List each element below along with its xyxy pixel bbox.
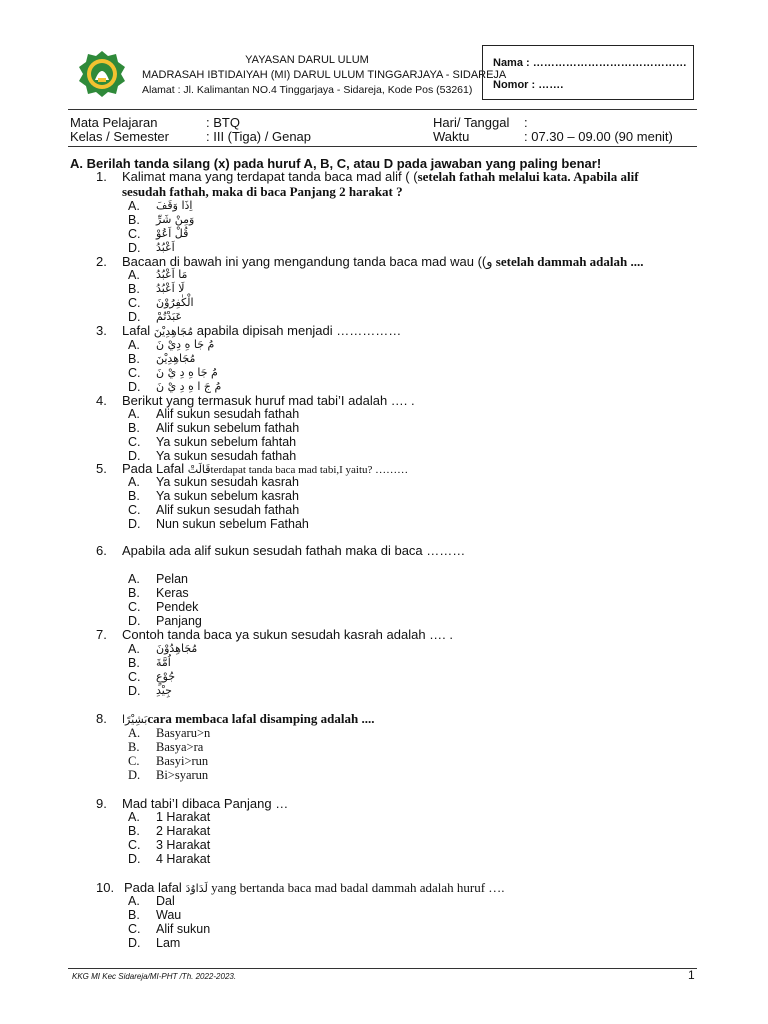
option-value: اَعْبُدُ (156, 241, 175, 254)
option-value: Bi>syarun (156, 768, 209, 782)
school-address: Alamat : Jl. Kalimantan NO.4 Tinggarjaya - Sidareja, Kode Pos (53261) (142, 84, 473, 96)
footer-divider (68, 968, 697, 969)
question-number: 8. (96, 711, 107, 726)
option-value: الْكٰفِرُوْنَ (156, 296, 194, 309)
question-number: 3. (96, 323, 107, 338)
question-1-line2: sesudah fathah, maka di baca Panjang 2 harakat ? (122, 184, 403, 199)
option-value: Panjang (156, 614, 202, 628)
option-value: اُمَّةَ (156, 656, 171, 669)
question-number: 1. (96, 169, 107, 184)
option-value: 4 Harakat (156, 852, 211, 866)
subject-label: Mata Pelajaran (70, 115, 158, 130)
header-divider (68, 109, 697, 110)
option-value: Alif sukun sesudah fathah (156, 407, 300, 421)
option-value: 3 Harakat (156, 838, 211, 852)
option-value: مُجَاهِدِيْنَ (156, 352, 196, 365)
option-value: Ya sukun sebelum kasrah (156, 489, 299, 503)
time-value: : 07.30 – 09.00 (90 menit) (524, 129, 673, 144)
question-number: 6. (96, 543, 107, 558)
question-arabic: مُجَاهِدِيْنَ (153, 325, 194, 338)
option-value: Basyaru>n (156, 726, 211, 740)
option-value: Pendek (156, 600, 199, 614)
class-value: : III (Tiga) / Genap (206, 129, 312, 144)
class-label: Kelas / Semester (70, 129, 169, 144)
option-value: Basya>ra (156, 740, 204, 754)
option-value: مُجَاهِدُوْنَ (156, 642, 198, 655)
option-value: Alif sukun (156, 922, 211, 936)
question-text-cont: setelah dammah adalah .... (492, 254, 644, 269)
question-text: Pada Lafal (122, 461, 188, 476)
date-label: Hari/ Tanggal (433, 115, 510, 130)
question-number: 2. (96, 254, 107, 269)
option-value: لَا اَعْبُدُ (156, 282, 185, 295)
option-value: Pelan (156, 572, 188, 586)
school-name: MADRASAH IBTIDAIYAH (MI) DARUL ULUM TINGGARJAYA - SIDAREJA (142, 69, 507, 81)
option-value: Ya sukun sesudah fathah (156, 449, 297, 463)
school-emblem-icon (78, 50, 126, 98)
option-value: Basyi>run (156, 754, 209, 768)
question-text: Mad tabi’I dibaca Panjang … (122, 796, 289, 811)
question-arabic: قَالَتْ (187, 463, 211, 476)
question-number: 5. (96, 461, 107, 476)
question-text: Pada lafal (124, 880, 186, 895)
question-number: 10. (96, 880, 115, 895)
question-text-cont: cara membaca lafal disamping adalah .... (147, 711, 375, 726)
option-value: Alif sukun sesudah fathah (156, 503, 300, 517)
question-number: 9. (96, 796, 107, 811)
name-field[interactable]: Nama : …………………………………… (493, 57, 687, 69)
student-id-box (482, 45, 694, 100)
option-value: 1 Harakat (156, 810, 211, 824)
question-number: 4. (96, 393, 107, 408)
option-value: عَبَدْتُمْ (156, 310, 183, 323)
option-value: Alif sukun sebelum fathah (156, 421, 300, 435)
subject-value: : BTQ (206, 115, 240, 130)
option-value: Keras (156, 586, 189, 600)
option-value: مَا اَعْبُدُ (156, 268, 188, 281)
option-value: جِيْدِ (156, 684, 172, 697)
date-value: : (524, 115, 528, 130)
option-value: مُ جَا هِ دِيْ نَ (156, 338, 215, 351)
option-value: Dal (156, 894, 175, 908)
option-value: وَمِنْ شَرِّ (156, 213, 195, 226)
question-text-cont: setelah fathah melalui kata. Apabila alif (417, 169, 639, 184)
foundation-name: YAYASAN DARUL ULUM (245, 54, 369, 66)
option-value: Nun sukun sebelum Fathah (156, 517, 309, 531)
option-value: Ya sukun sesudah kasrah (156, 475, 299, 489)
option-value: اِذَا وَقَفَ (156, 199, 193, 212)
page-number: 1 (688, 968, 695, 982)
section-instruction: A. Berilah tanda silang (x) pada huruf A, B, C, atau D pada jawaban yang paling benar! (70, 156, 602, 171)
question-text: Lafal (122, 323, 154, 338)
option-value: مُ جَا هِ دِ يْ نَ (156, 366, 218, 379)
question-text-cont: yang bertanda baca mad badal dammah adalah huruf …. (207, 880, 505, 895)
info-divider (68, 146, 697, 147)
question-text: Bacaan di bawah ini yang mengandung tanda baca mad wau ((و (122, 254, 493, 269)
question-text: Contoh tanda baca ya sukun sesudah kasrah adalah …. . (122, 627, 453, 642)
option-value: Ya sukun sebelum fahtah (156, 435, 297, 449)
question-arabic: لَدَاوُدَ (185, 882, 208, 895)
option-value: Wau (156, 908, 182, 922)
option-value: قُلْ اَعُوْ (156, 227, 189, 240)
time-label: Waktu (433, 129, 470, 144)
question-text-cont: apabila dipisah menjadi …………… (193, 323, 402, 338)
option-value: 2 Harakat (156, 824, 211, 838)
option-value: Lam (156, 936, 181, 950)
option-value: جُوْعٍ (156, 670, 176, 683)
option-value: مُ جَ ا هِ دِ يْ نَ (156, 380, 222, 393)
question-number: 7. (96, 627, 107, 642)
question-text: Berikut yang termasuk huruf mad tabi’I adalah …. . (122, 393, 415, 408)
number-field[interactable]: Nomor : ……. (493, 79, 564, 91)
question-text: Kalimat mana yang terdapat tanda baca mad alif ( ( (122, 169, 418, 184)
question-text: Apabila ada alif sukun sesudah fathah maka di baca ……… (122, 543, 466, 558)
question-text-cont: terdapat tanda baca mad tabi,I yaitu? ……… (210, 464, 409, 476)
footer-text: KKG MI Kec Sidareja/MI-PHT /Th. 2022-2023. (72, 972, 237, 981)
question-arabic: بَشِيْرًا (122, 713, 148, 726)
